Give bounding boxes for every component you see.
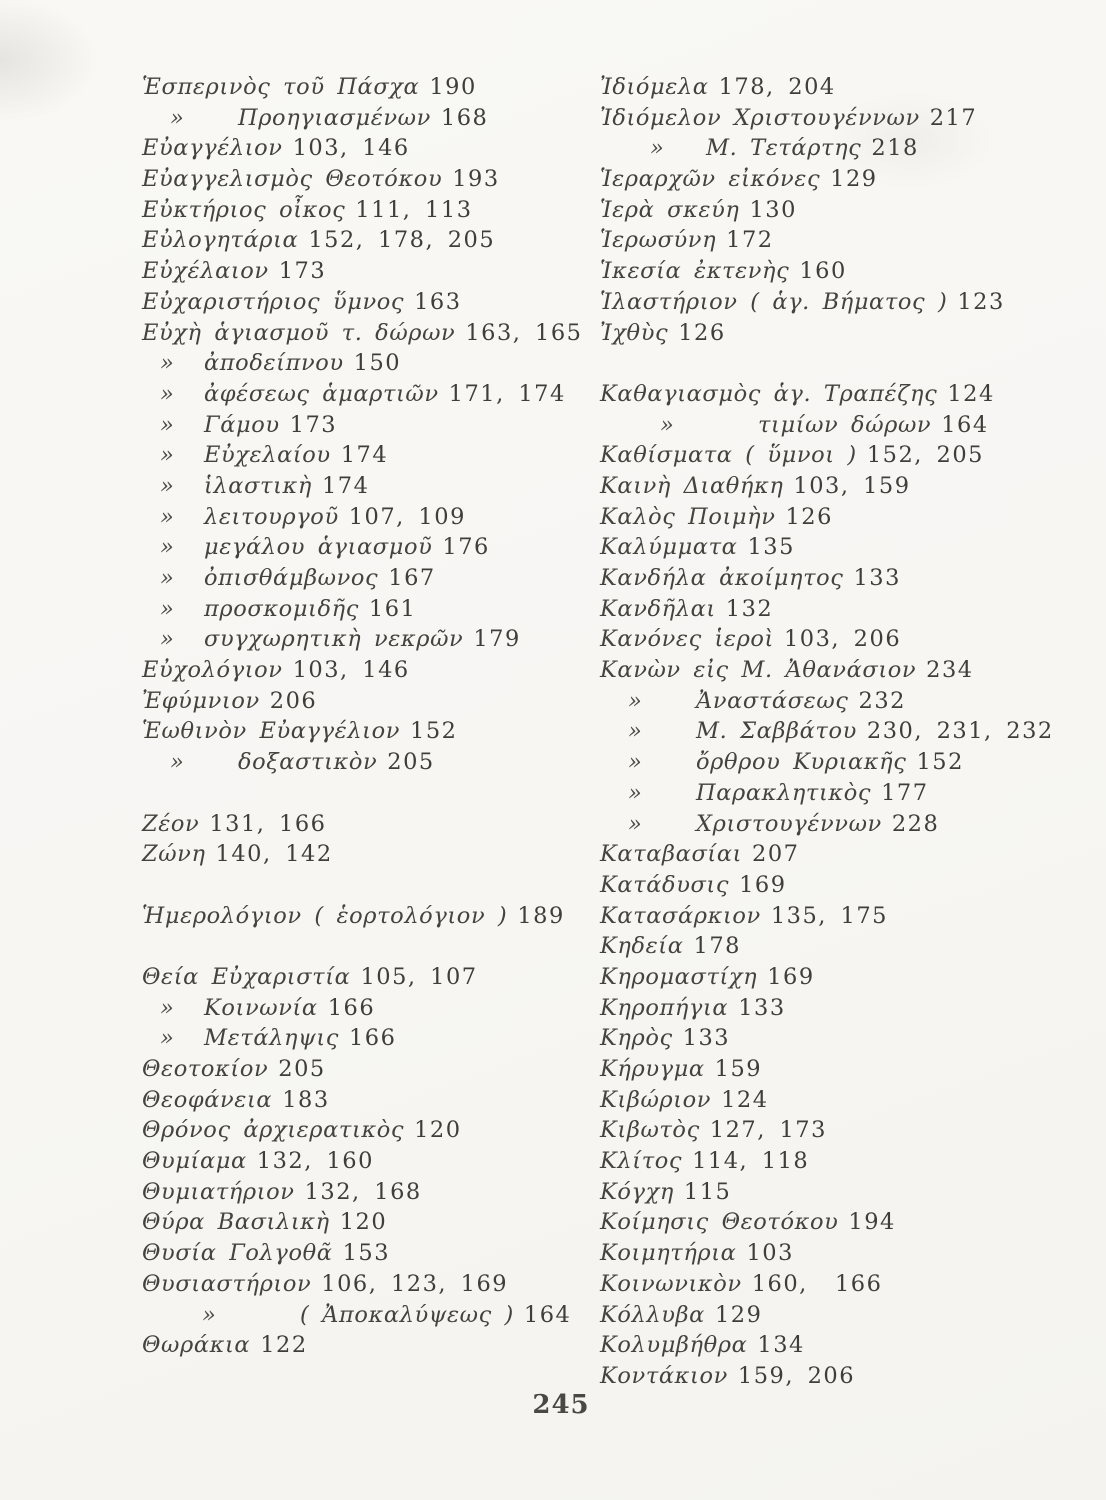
index-section-gap [142, 870, 602, 901]
index-entry [600, 532, 1100, 563]
entry-page-numbers: 234 [926, 657, 974, 684]
entry-term: Παρακλητικὸς [696, 779, 872, 806]
entry-page-numbers: 172 [726, 227, 774, 254]
entry-page-numbers: 132, 160 [256, 1148, 374, 1175]
entry-page-numbers: 132, 168 [304, 1178, 422, 1205]
entry-page-numbers: 129 [830, 166, 878, 193]
index-entry [142, 318, 602, 349]
index-entry [600, 410, 1100, 441]
entry-term: Ἰδιόμελον Χριστουγέννων [600, 104, 920, 131]
index-entry [600, 778, 1100, 809]
entry-page-numbers: 122 [260, 1332, 308, 1359]
entry-page-numbers: 150 [353, 350, 402, 377]
entry-page-numbers: 171, 174 [448, 380, 566, 407]
index-entry [600, 440, 1100, 471]
entry-page-numbers: 159, 206 [737, 1362, 856, 1389]
index-entry [600, 1361, 1100, 1392]
entry-term: Εὐλογητάρια [142, 227, 299, 254]
entry-term: Κηρὸς [600, 1025, 673, 1052]
index-entry [142, 133, 602, 164]
index-entry [142, 410, 602, 441]
index-entry [142, 1238, 602, 1269]
index-entry [600, 72, 1100, 103]
entry-page-numbers: 132 [725, 595, 774, 622]
entry-term: Ἱερωσύνη [600, 227, 717, 254]
index-entry [142, 594, 602, 625]
entry-page-numbers: 153 [342, 1240, 391, 1267]
index-entry [600, 225, 1100, 256]
index-entry [600, 901, 1100, 932]
entry-page-numbers: 194 [848, 1209, 896, 1236]
index-entry [600, 287, 1100, 318]
ditto-mark: » [160, 565, 175, 591]
ditto-mark: » [628, 779, 643, 806]
index-column-right [600, 72, 1100, 1392]
entry-page-numbers: 207 [752, 841, 800, 868]
index-entry [142, 532, 602, 563]
entry-term: Κοίμησις Θεοτόκου [600, 1209, 839, 1236]
ditto-mark: » [628, 718, 643, 745]
entry-page-numbers: 177 [881, 779, 929, 806]
entry-page-numbers: 174 [321, 472, 370, 499]
index-entry [142, 1023, 602, 1054]
entry-term: Ἱερὰ σκεύη [600, 196, 740, 223]
index-entry [600, 1300, 1100, 1331]
index-entry [142, 1269, 602, 1300]
entry-page-numbers: 218 [871, 135, 919, 162]
index-entry [600, 1177, 1100, 1208]
entry-page-numbers: 133 [682, 1025, 731, 1052]
entry-page-numbers: 173 [278, 258, 327, 285]
entry-term: Γάμου [204, 411, 280, 438]
index-section-gap [142, 931, 602, 962]
entry-page-numbers: 140, 142 [215, 841, 333, 868]
index-entry [142, 839, 602, 870]
index-entry [142, 1207, 602, 1238]
entry-term: Κιβωτὸς [600, 1117, 700, 1144]
index-entry [142, 1054, 602, 1085]
entry-page-numbers: 160 [799, 258, 847, 285]
index-entry [600, 686, 1100, 717]
entry-term: Εὐαγγελισμὸς Θεοτόκου [142, 166, 443, 193]
entry-term: Κοινωνικὸν [600, 1270, 742, 1297]
entry-term: Εὐχελαίου [204, 442, 331, 469]
entry-page-numbers: 120 [339, 1209, 388, 1236]
index-entry [600, 1207, 1100, 1238]
entry-page-numbers: 111, 113 [355, 196, 473, 223]
entry-page-numbers: 131, 166 [209, 810, 327, 837]
entry-page-numbers: 103, 146 [292, 657, 410, 684]
index-entry [600, 747, 1100, 778]
index-entry [142, 195, 602, 226]
ditto-mark: » [628, 687, 643, 714]
index-entry [142, 502, 602, 533]
entry-term: Θωράκια [142, 1332, 251, 1359]
entry-term: Εὐχέλαιον [142, 258, 269, 285]
entry-term: Κολυμβήθρα [600, 1332, 748, 1359]
entry-term: Κοινωνία [204, 994, 318, 1021]
index-entry [142, 716, 602, 747]
entry-term: ὀπισθάμβωνος [204, 565, 379, 591]
entry-term: δοξαστικὸν [238, 749, 378, 776]
entry-term: Θυμίαμα [142, 1148, 247, 1175]
entry-term: Θύρα Βασιλικὴ [142, 1209, 330, 1236]
entry-term: Ἱλαστήριον ( ἁγ. Βήματος ) [600, 288, 948, 315]
index-entry [600, 1146, 1100, 1177]
index-entry [600, 870, 1100, 901]
entry-term: Θεοφάνεια [142, 1086, 273, 1113]
index-section-gap [600, 348, 1100, 379]
entry-page-numbers: 166 [327, 994, 376, 1021]
entry-term: Κανδήλα ἀκοίμητος [600, 565, 844, 591]
entry-term: Καταβασίαι [600, 841, 743, 868]
entry-page-numbers: 206 [269, 687, 318, 714]
index-entry [142, 471, 602, 502]
entry-term: Ζώνη [142, 841, 206, 868]
entry-term: ἱλαστικὴ [204, 472, 312, 499]
entry-page-numbers: 152, 205 [866, 442, 984, 469]
entry-term: Καθίσματα ( ὕμνοι ) [600, 442, 857, 469]
ditto-mark: » [650, 135, 665, 162]
index-entry [600, 133, 1100, 164]
entry-page-numbers: 178, 204 [718, 74, 836, 100]
index-entry [600, 379, 1100, 410]
entry-term: Ἑσπερινὸς τοῦ Πάσχα [142, 74, 420, 100]
entry-term: Κηρομαστίχη [600, 963, 758, 990]
entry-page-numbers: 127, 173 [709, 1117, 827, 1144]
index-entry [600, 1085, 1100, 1116]
index-entry [142, 809, 602, 840]
ditto-mark: » [160, 1025, 175, 1052]
entry-term: Καλύμματα [600, 534, 738, 561]
index-entry [600, 502, 1100, 533]
index-entry [142, 563, 602, 594]
index-entry [142, 379, 602, 410]
index-entry [142, 1177, 602, 1208]
ditto-mark: » [160, 350, 175, 377]
entry-page-numbers: 152 [916, 749, 964, 776]
index-entry [600, 256, 1100, 287]
entry-term: Κόλλυβα [600, 1301, 705, 1328]
entry-page-numbers: 163 [414, 288, 462, 315]
index-entry [600, 563, 1100, 594]
entry-term: Ἱκεσία ἐκτενὴς [600, 258, 790, 285]
ditto-mark: » [160, 380, 175, 407]
index-entry [600, 1269, 1100, 1300]
entry-page-numbers: 169 [767, 963, 815, 990]
index-entry [142, 624, 602, 655]
entry-term: Κανδῆλαι [600, 595, 716, 622]
entry-term: Ἡμερολόγιον ( ἑορτολόγιον ) [142, 902, 508, 929]
entry-term: ὄρθρου Κυριακῆς [696, 749, 907, 776]
entry-page-numbers: 228 [891, 810, 940, 837]
entry-page-numbers: 103 [746, 1240, 794, 1267]
ditto-mark: » [170, 749, 185, 776]
entry-term: ( Ἀποκαλύψεως ) [300, 1301, 514, 1328]
index-entry [600, 962, 1100, 993]
entry-page-numbers: 159 [714, 1056, 763, 1082]
entry-page-numbers: 176 [442, 534, 490, 561]
entry-page-numbers: 124 [721, 1086, 769, 1113]
entry-term: Κηροπήγια [600, 994, 729, 1021]
entry-term: λειτουργοῦ [204, 503, 339, 530]
index-entry [142, 1146, 602, 1177]
index-entry [600, 103, 1100, 134]
entry-page-numbers: 183 [282, 1086, 330, 1113]
entry-term: Θυμιατήριον [142, 1178, 295, 1205]
page-number: 245 [532, 1390, 590, 1420]
entry-page-numbers: 134 [757, 1332, 805, 1359]
entry-term: Ζέον [142, 810, 200, 837]
index-entry [600, 655, 1100, 686]
entry-term: Μ. Τετάρτης [706, 135, 862, 162]
index-entry [142, 962, 602, 993]
entry-term: Ἱεραρχῶν εἰκόνες [600, 166, 821, 193]
entry-term: Κιβώριον [600, 1086, 712, 1113]
entry-page-numbers: 164 [523, 1301, 572, 1328]
index-entry [142, 103, 602, 134]
entry-page-numbers: 179 [473, 626, 521, 653]
ditto-mark: » [628, 749, 643, 776]
entry-term: Θεία Εὐχαριστία [142, 963, 351, 990]
entry-page-numbers: 205 [278, 1056, 326, 1082]
index-column-left [142, 72, 602, 1361]
entry-page-numbers: 120 [414, 1117, 462, 1144]
entry-term: ἀφέσεως ἁμαρτιῶν [204, 380, 439, 407]
entry-page-numbers: 106, 123, 169 [321, 1270, 509, 1297]
entry-term: τιμίων δώρων [758, 411, 932, 438]
entry-page-numbers: 161 [368, 595, 417, 622]
index-entry [600, 471, 1100, 502]
entry-term: Εὐαγγέλιον [142, 135, 283, 162]
index-entry [142, 747, 602, 778]
index-entry [600, 993, 1100, 1024]
entry-term: Εὐχαριστήριος ὕμνος [142, 288, 405, 315]
ditto-mark: » [628, 810, 643, 837]
entry-term: Χριστουγέννων [696, 810, 882, 837]
entry-page-numbers: 189 [517, 902, 565, 929]
entry-page-numbers: 129 [714, 1301, 763, 1328]
ditto-mark: » [160, 503, 175, 530]
ditto-mark: » [160, 595, 175, 622]
entry-term: Μ. Σαββάτου [696, 718, 857, 745]
entry-page-numbers: 205 [387, 749, 435, 776]
index-entry [142, 901, 602, 932]
entry-page-numbers: 164 [941, 411, 989, 438]
index-entry [600, 594, 1100, 625]
entry-page-numbers: 107, 109 [348, 503, 466, 530]
index-entry [600, 931, 1100, 962]
entry-term: Κατασάρκιον [600, 902, 761, 929]
entry-page-numbers: 166 [348, 1025, 397, 1052]
entry-term: Εὐχολόγιον [142, 657, 283, 684]
index-entry [142, 686, 602, 717]
entry-page-numbers: 103, 159 [793, 472, 911, 499]
entry-term: Κόγχη [600, 1178, 674, 1205]
entry-page-numbers: 163, 165 [465, 319, 583, 346]
entry-page-numbers: 114, 118 [692, 1148, 810, 1175]
entry-term: Ἰχθὺς [600, 319, 669, 346]
entry-term: Ἑωθινὸν Εὐαγγέλιον [142, 718, 401, 745]
index-entry [142, 287, 602, 318]
entry-page-numbers: 178 [693, 933, 741, 960]
entry-term: Ἐφύμνιον [142, 687, 260, 714]
entry-page-numbers: 190 [429, 74, 477, 100]
entry-page-numbers: 232 [858, 687, 906, 714]
index-entry [600, 716, 1100, 747]
ditto-mark: » [160, 411, 175, 438]
ditto-mark: » [160, 534, 175, 561]
entry-term: Κηδεία [600, 933, 684, 960]
index-entry [600, 1115, 1100, 1146]
entry-page-numbers: 105, 107 [360, 963, 478, 990]
entry-term: Προηγιασμένων [238, 104, 431, 131]
entry-term: Ἀναστάσεως [696, 687, 849, 714]
index-entry [142, 164, 602, 195]
entry-page-numbers: 103, 206 [783, 626, 902, 653]
entry-term: Καλὸς Ποιμὴν [600, 503, 776, 530]
index-entry [600, 839, 1100, 870]
entry-term: Εὐκτήριος οἶκος [142, 196, 346, 223]
entry-page-numbers: 160, 166 [751, 1270, 883, 1297]
entry-term: Καθαγιασμὸς ἁγ. Τραπέζης [600, 380, 938, 407]
ditto-mark: » [170, 104, 185, 131]
entry-term: Κλίτος [600, 1148, 683, 1175]
index-entry [142, 655, 602, 686]
index-entry [142, 256, 602, 287]
ditto-mark: » [160, 626, 175, 653]
index-entry [600, 1330, 1100, 1361]
entry-page-numbers: 169 [739, 871, 787, 898]
entry-term: Κοιμητήρια [600, 1240, 737, 1267]
entry-term: Θυσία Γολγοθᾶ [142, 1240, 333, 1267]
entry-page-numbers: 230, 231, 232 [866, 718, 1054, 745]
index-entry [142, 1330, 602, 1361]
index-entry [600, 318, 1100, 349]
entry-page-numbers: 173 [289, 411, 338, 438]
entry-term: Καινὴ Διαθήκη [600, 472, 784, 499]
entry-page-numbers: 130 [749, 196, 797, 223]
entry-page-numbers: 126 [785, 503, 833, 530]
index-entry [142, 348, 602, 379]
entry-page-numbers: 168 [440, 104, 489, 131]
index-entry [600, 164, 1100, 195]
index-entry [142, 72, 602, 103]
ditto-mark: » [160, 472, 175, 499]
index-entry [600, 1238, 1100, 1269]
entry-term: συγχωρητικὴ νεκρῶν [204, 626, 464, 653]
index-entry [600, 1054, 1100, 1085]
entry-term: Θεοτοκίον [142, 1056, 269, 1082]
entry-term: Κοντάκιον [600, 1362, 728, 1389]
ditto-mark: » [202, 1301, 217, 1328]
entry-term: Κατάδυσις [600, 871, 730, 898]
index-entry [142, 993, 602, 1024]
entry-page-numbers: 217 [929, 104, 978, 131]
index-entry [142, 1115, 602, 1146]
entry-page-numbers: 167 [388, 565, 436, 591]
entry-term: Θρόνος ἀρχιερατικὸς [142, 1117, 405, 1144]
entry-term: ἀποδείπνου [204, 350, 344, 377]
index-entry [600, 195, 1100, 226]
ditto-mark: » [160, 994, 175, 1021]
entry-page-numbers: 115 [683, 1178, 732, 1205]
index-section-gap [142, 778, 602, 809]
index-entry [600, 1023, 1100, 1054]
entry-term: Ἰδιόμελα [600, 74, 709, 100]
entry-page-numbers: 103, 146 [292, 135, 410, 162]
entry-term: Εὐχὴ ἁγιασμοῦ τ. δώρων [142, 319, 456, 346]
entry-page-numbers: 152 [410, 718, 458, 745]
ditto-mark: » [160, 442, 175, 469]
entry-term: προσκομιδῆς [204, 595, 359, 622]
index-entry [142, 440, 602, 471]
entry-page-numbers: 133 [853, 565, 901, 591]
entry-page-numbers: 126 [678, 319, 726, 346]
entry-term: Κανόνες ἱεροὶ [600, 626, 774, 653]
index-entry [142, 225, 602, 256]
index-entry [142, 1085, 602, 1116]
entry-term: Θυσιαστήριον [142, 1270, 312, 1297]
entry-term: Κανὼν εἰς Μ. Ἀθανάσιον [600, 657, 917, 684]
entry-page-numbers: 152, 178, 205 [308, 227, 496, 254]
entry-page-numbers: 135, 175 [770, 902, 888, 929]
entry-page-numbers: 135 [747, 534, 795, 561]
entry-term: μεγάλου ἁγιασμοῦ [204, 534, 433, 561]
index-entry [600, 809, 1100, 840]
entry-term: Μετάληψις [204, 1025, 339, 1052]
ditto-mark: » [660, 411, 675, 438]
entry-page-numbers: 174 [340, 442, 389, 469]
entry-page-numbers: 193 [452, 166, 500, 193]
index-entry [142, 1300, 602, 1331]
entry-page-numbers: 124 [947, 380, 995, 407]
entry-term: Κήρυγμα [600, 1056, 705, 1082]
entry-page-numbers: 123 [957, 288, 1005, 315]
index-entry [600, 624, 1100, 655]
entry-page-numbers: 133 [738, 994, 786, 1021]
